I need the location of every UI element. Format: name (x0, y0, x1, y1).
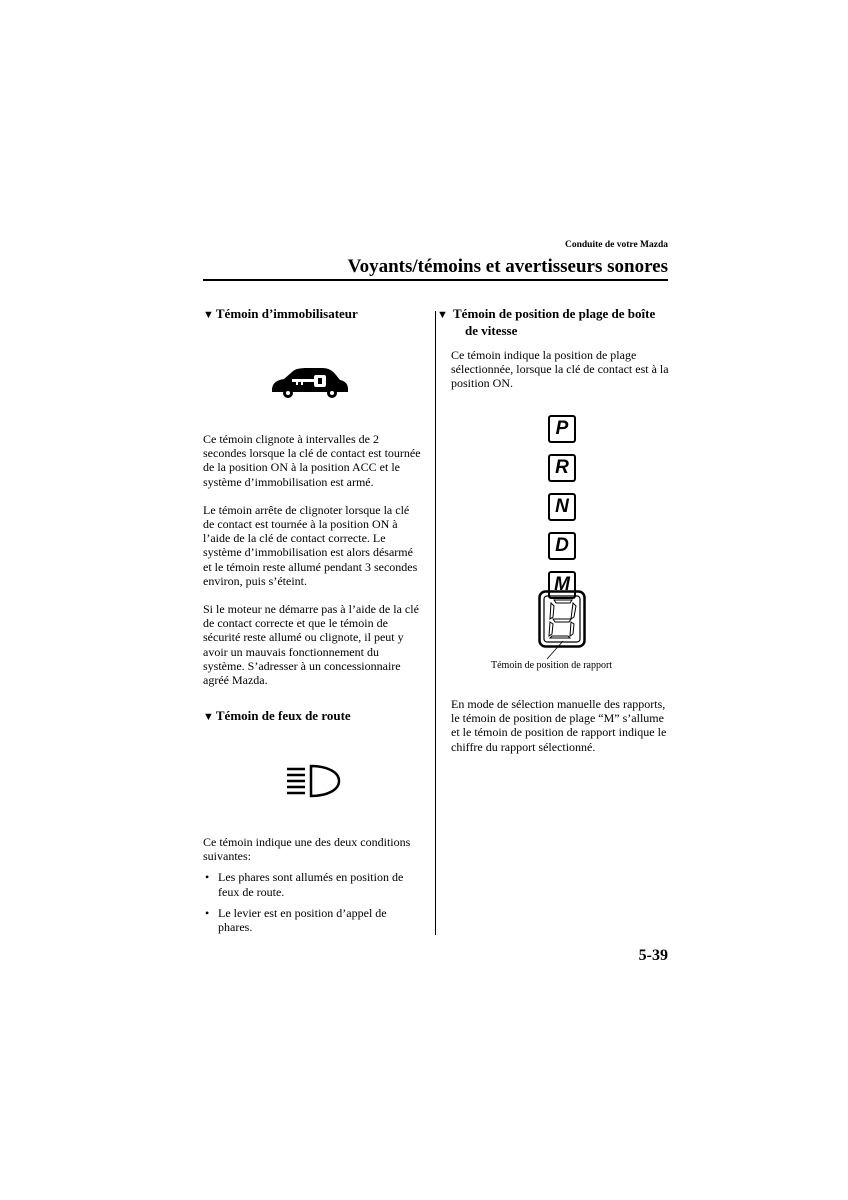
gear-range-paragraph-2: En mode de sélection manuelle des rapports, le témoin de position de plage “M” s’allume et le témoin de position de rapport indique le chiffre du rapport sélectionné. (451, 697, 667, 754)
immobilizer-paragraph-3: Si le moteur ne démarre pas à l’aide de la clé de contact correcte et que le témoin de sécurité reste allumé ou clignote, il peut y avoir un mauvais fonctionnement du système. S’adresser à un concessionnaire agréé Mazda. (203, 602, 419, 688)
immobilizer-paragraph-2: Le témoin arrête de clignoter lorsque la clé de contact est tournée à la position ON à l’aide de la clé de contact correcte. Le système d’immobilisation est alors désarmé et le témoin reste allumé pendant 3 secondes environ, puis s’éteint. (203, 502, 418, 588)
list-item: • Les phares sont allumés en position de feux de route. (205, 870, 404, 899)
gear-indicator-p: P (548, 415, 576, 443)
gear-indicator-n: N (548, 493, 576, 521)
triangle-bullet-icon: ▼ (203, 711, 214, 723)
immobilizer-paragraph-1: Ce témoin clignote à intervalles de 2 secondes lorsque la clé de contact est tournée de la position ON à la position ACC et le système d’immobilisation est armé. (203, 432, 421, 489)
page-title: Voyants/témoins et avertisseurs sonores (347, 256, 668, 277)
gear-range-heading: ▼ Témoin de position de plage de boîte de vitesse (437, 306, 656, 338)
column-divider (435, 311, 436, 935)
high-beam-body (203, 835, 421, 941)
left-column (203, 306, 421, 323)
gear-indicator-d: D (548, 532, 576, 560)
high-beam-heading: ▼ Témoin de feux de route (203, 708, 351, 723)
header-section-label: Conduite de votre Mazda (565, 240, 668, 250)
gear-range-intro: Ce témoin indique la position de plage sélectionnée, lorsque la clé de contact est à la position ON. (451, 348, 669, 391)
page-number: 5-39 (638, 947, 668, 964)
caption-leader-line (545, 640, 565, 660)
immobilizer-body (203, 432, 421, 687)
gear-indicator-m: M (548, 571, 576, 599)
car-key-icon (270, 360, 350, 400)
figure-caption: Témoin de position de rapport (491, 660, 613, 671)
high-beam-bullet-list (203, 870, 421, 934)
high-beam-icon (283, 762, 343, 800)
header-rule (203, 279, 668, 281)
immobilizer-heading: ▼ Témoin d’immobilisateur (203, 306, 358, 321)
high-beam-intro: Ce témoin indique une des deux conditions suivantes: (203, 835, 411, 864)
gear-indicator-r: R (548, 454, 576, 482)
list-item: • Le levier est en position d’appel de phares. (205, 905, 387, 935)
triangle-bullet-icon: ▼ (203, 309, 214, 321)
gear-indicator-stack (548, 415, 578, 599)
